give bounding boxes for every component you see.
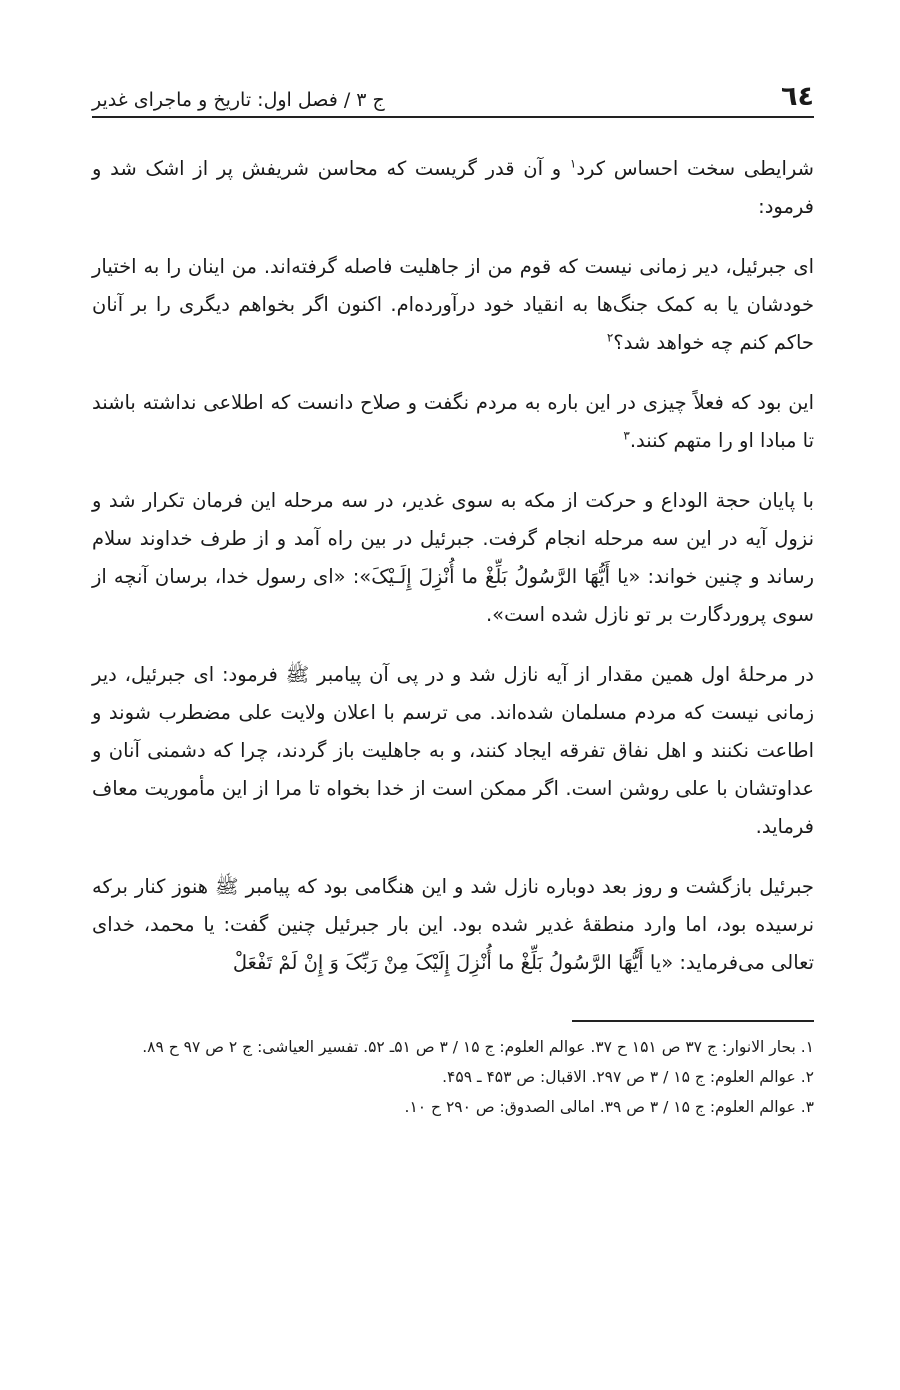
paragraph-text: جبرئیل بازگشت و روز بعد دوباره نازل شد و این هنگامی بود که پیامبر ﷺ هنوز کنار برکه نرسیده بود، اما وارد منطقهٔ غدیر شده بود. این بار جبرئیل چنین گفت: یا محمد، خدای تعالی می‌فرماید: « [92,875,814,974]
running-title: ج ۳ / فصل اول: تاریخ و ماجرای غدیر [92,89,385,111]
page-number: ٦٤ [781,81,814,112]
paragraph-text: در مرحلهٔ اول همین مقدار از آیه نازل شد و در پی آن پیامبر ﷺ فرمود: ای جبرئیل، دیر زمانی نیست که مردم مسلمان شده‌اند. می ترسم با اعلان ولایت علی مضطرب شوند و اطاعت نکنند و اهل نفاق تفرقه ایجاد کنند، و به جاهلیت باز گردند، چرا که دشمنی آنان و عداوتشان با علی روشن است. اگر ممکن است از خدا بخواه تا مرا از این مأموریت معاف فرماید. [92,663,814,838]
footnote-1: ۱. بحار الانوار: ج ۳۷ ص ۱۵۱ ح ۳۷. عوالم العلوم: ج ۱۵ / ۳ ص ۵۱ـ ۵۲. تفسیر العیاشی: ج ۲ ص ۹۷ ح ۸۹. [142,1038,814,1056]
body-text [92,150,814,982]
paragraph-text: و آن قدر گریست که محاسن شریفش پر از اشک شد و فرمود: [92,157,814,218]
book-page [92,60,814,1122]
paragraph-text: این بود که فعلاً چیزی در این باره به مردم نگفت و صلاح دانست که اطلاعی نداشته باشند تا مبادا او را متهم کنند. [92,391,814,452]
page-header [92,60,814,118]
paragraph-2 [92,248,814,362]
paragraph-1 [92,150,814,226]
footnote-3: ۳. عوالم العلوم: ج ۱۵ / ۳ ص ۳۹. امالی الصدوق: ص ۲۹۰ ح ۱۰. [404,1098,814,1116]
footnote-ref-1: ۱ [569,156,577,171]
footnote-divider [572,1020,814,1022]
footnotes [92,1032,814,1122]
footnote-ref-2: ۲ [606,330,614,345]
footnote-ref-3: ۳ [623,428,630,443]
quran-verse: یا أَیُّهَا الرَّسُولُ بَلِّغْ ما أُنْزِلَ إِلَـیْکَ [371,565,629,588]
paragraph-3 [92,384,814,460]
quran-verse: یا أَیُّهَا الرَّسُولُ بَلِّغْ ما أُنْزِلَ إِلَیْکَ مِنْ رَبِّکَ وَ إِنْ لَمْ تَفْعَلْ [232,951,662,974]
paragraph-5 [92,656,814,846]
paragraph-text: »: «ای رسول خدا، برسان آنچه از سوی پروردگارت بر تو نازل شده است». [92,565,814,626]
footnote-2: ۲. عوالم العلوم: ج ۱۵ / ۳ ص ۲۹۷. الاقبال: ص ۴۵۳ ـ ۴۵۹. [442,1068,814,1086]
paragraph-text: با پایان حجة الوداع و حرکت از مکه به سوی غدیر، در سه مرحله این فرمان تکرار شد و نزول آیه در این سه مرحله انجام گرفت. جبرئیل در بین راه آمد و از طرف خداوند سلام رساند و چنین خواند: « [92,489,814,588]
paragraph-text: شرایطی سخت احساس کرد [576,157,815,180]
paragraph-6 [92,868,814,982]
paragraph-text: ای جبرئیل، دیر زمانی نیست که قوم من از جاهلیت فاصله گرفته‌اند. من اینان را به اختیار خودشان یا به کمک جنگ‌ها به انقیاد خود درآورده‌ام. اکنون اگر بخواهم دیگری را بر آنان حاکم کنم چه خواهد شد؟ [92,255,814,354]
paragraph-4 [92,482,814,634]
